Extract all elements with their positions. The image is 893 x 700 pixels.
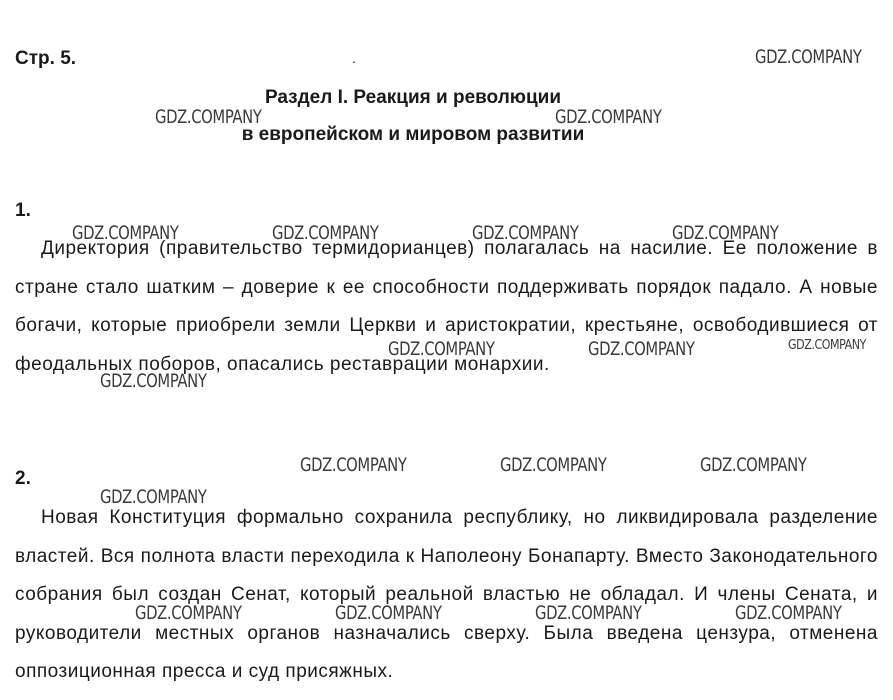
watermark: GDZ.COMPANY: [500, 454, 607, 476]
watermark: GDZ.COMPANY: [272, 222, 379, 244]
watermark: GDZ.COMPANY: [135, 602, 242, 624]
watermark: GDZ.COMPANY: [472, 222, 579, 244]
task-1-number: 1.: [15, 200, 31, 221]
watermark: GDZ.COMPANY: [588, 338, 695, 360]
task-2-answer: [15, 499, 878, 692]
watermark: GDZ.COMPANY: [755, 46, 862, 68]
watermark: GDZ.COMPANY: [700, 454, 807, 476]
task-2-number: 2.: [15, 468, 31, 489]
watermark: GDZ.COMPANY: [72, 222, 179, 244]
watermark: GDZ.COMPANY: [100, 370, 207, 392]
watermark: GDZ.COMPANY: [735, 602, 842, 624]
section-title-line-1: Раздел I. Реакция и революции: [264, 87, 562, 108]
watermark: GDZ.COMPANY: [388, 338, 495, 360]
watermark: GDZ.COMPANY: [672, 222, 779, 244]
task-1-answer: [15, 230, 878, 384]
watermark: GDZ.COMPANY: [300, 454, 407, 476]
watermark: GDZ.COMPANY: [100, 486, 207, 508]
section-title-line-2: в европейском и мировом развитии: [241, 124, 585, 145]
watermark: GDZ.COMPANY: [335, 602, 442, 624]
watermark: GDZ.COMPANY: [788, 338, 866, 353]
dot-mark: .: [352, 50, 356, 66]
watermark: GDZ.COMPANY: [535, 602, 642, 624]
task-2-text: Новая Конституция формально сохранила республику, но ликвидировала разделение властей. Вся полнота власти переходила к Наполеону Бонапарту. Вместо Законодательного собрания был создан Сенат, который реальной властью не обладал. И члены Сената, и руководители местных органов назначались сверху. Была введена цензура, отменена оппозиционная пресса и суд присяжных.: [15, 507, 878, 682]
page-label: Стр. 5.: [15, 48, 77, 69]
task-1-text: Директория (правительство термидорианцев) полагалась на насилие. Ее положение в стране стало шатким – доверие к ее способности поддерживать порядок падало. А новые богачи, которые приобрели земли Церкви и аристократии, крестьяне, освободившиеся от феодальных поборов, опасались реставрации монархии.: [15, 238, 878, 375]
watermark: GDZ.COMPANY: [555, 106, 662, 128]
watermark: GDZ.COMPANY: [155, 106, 262, 128]
